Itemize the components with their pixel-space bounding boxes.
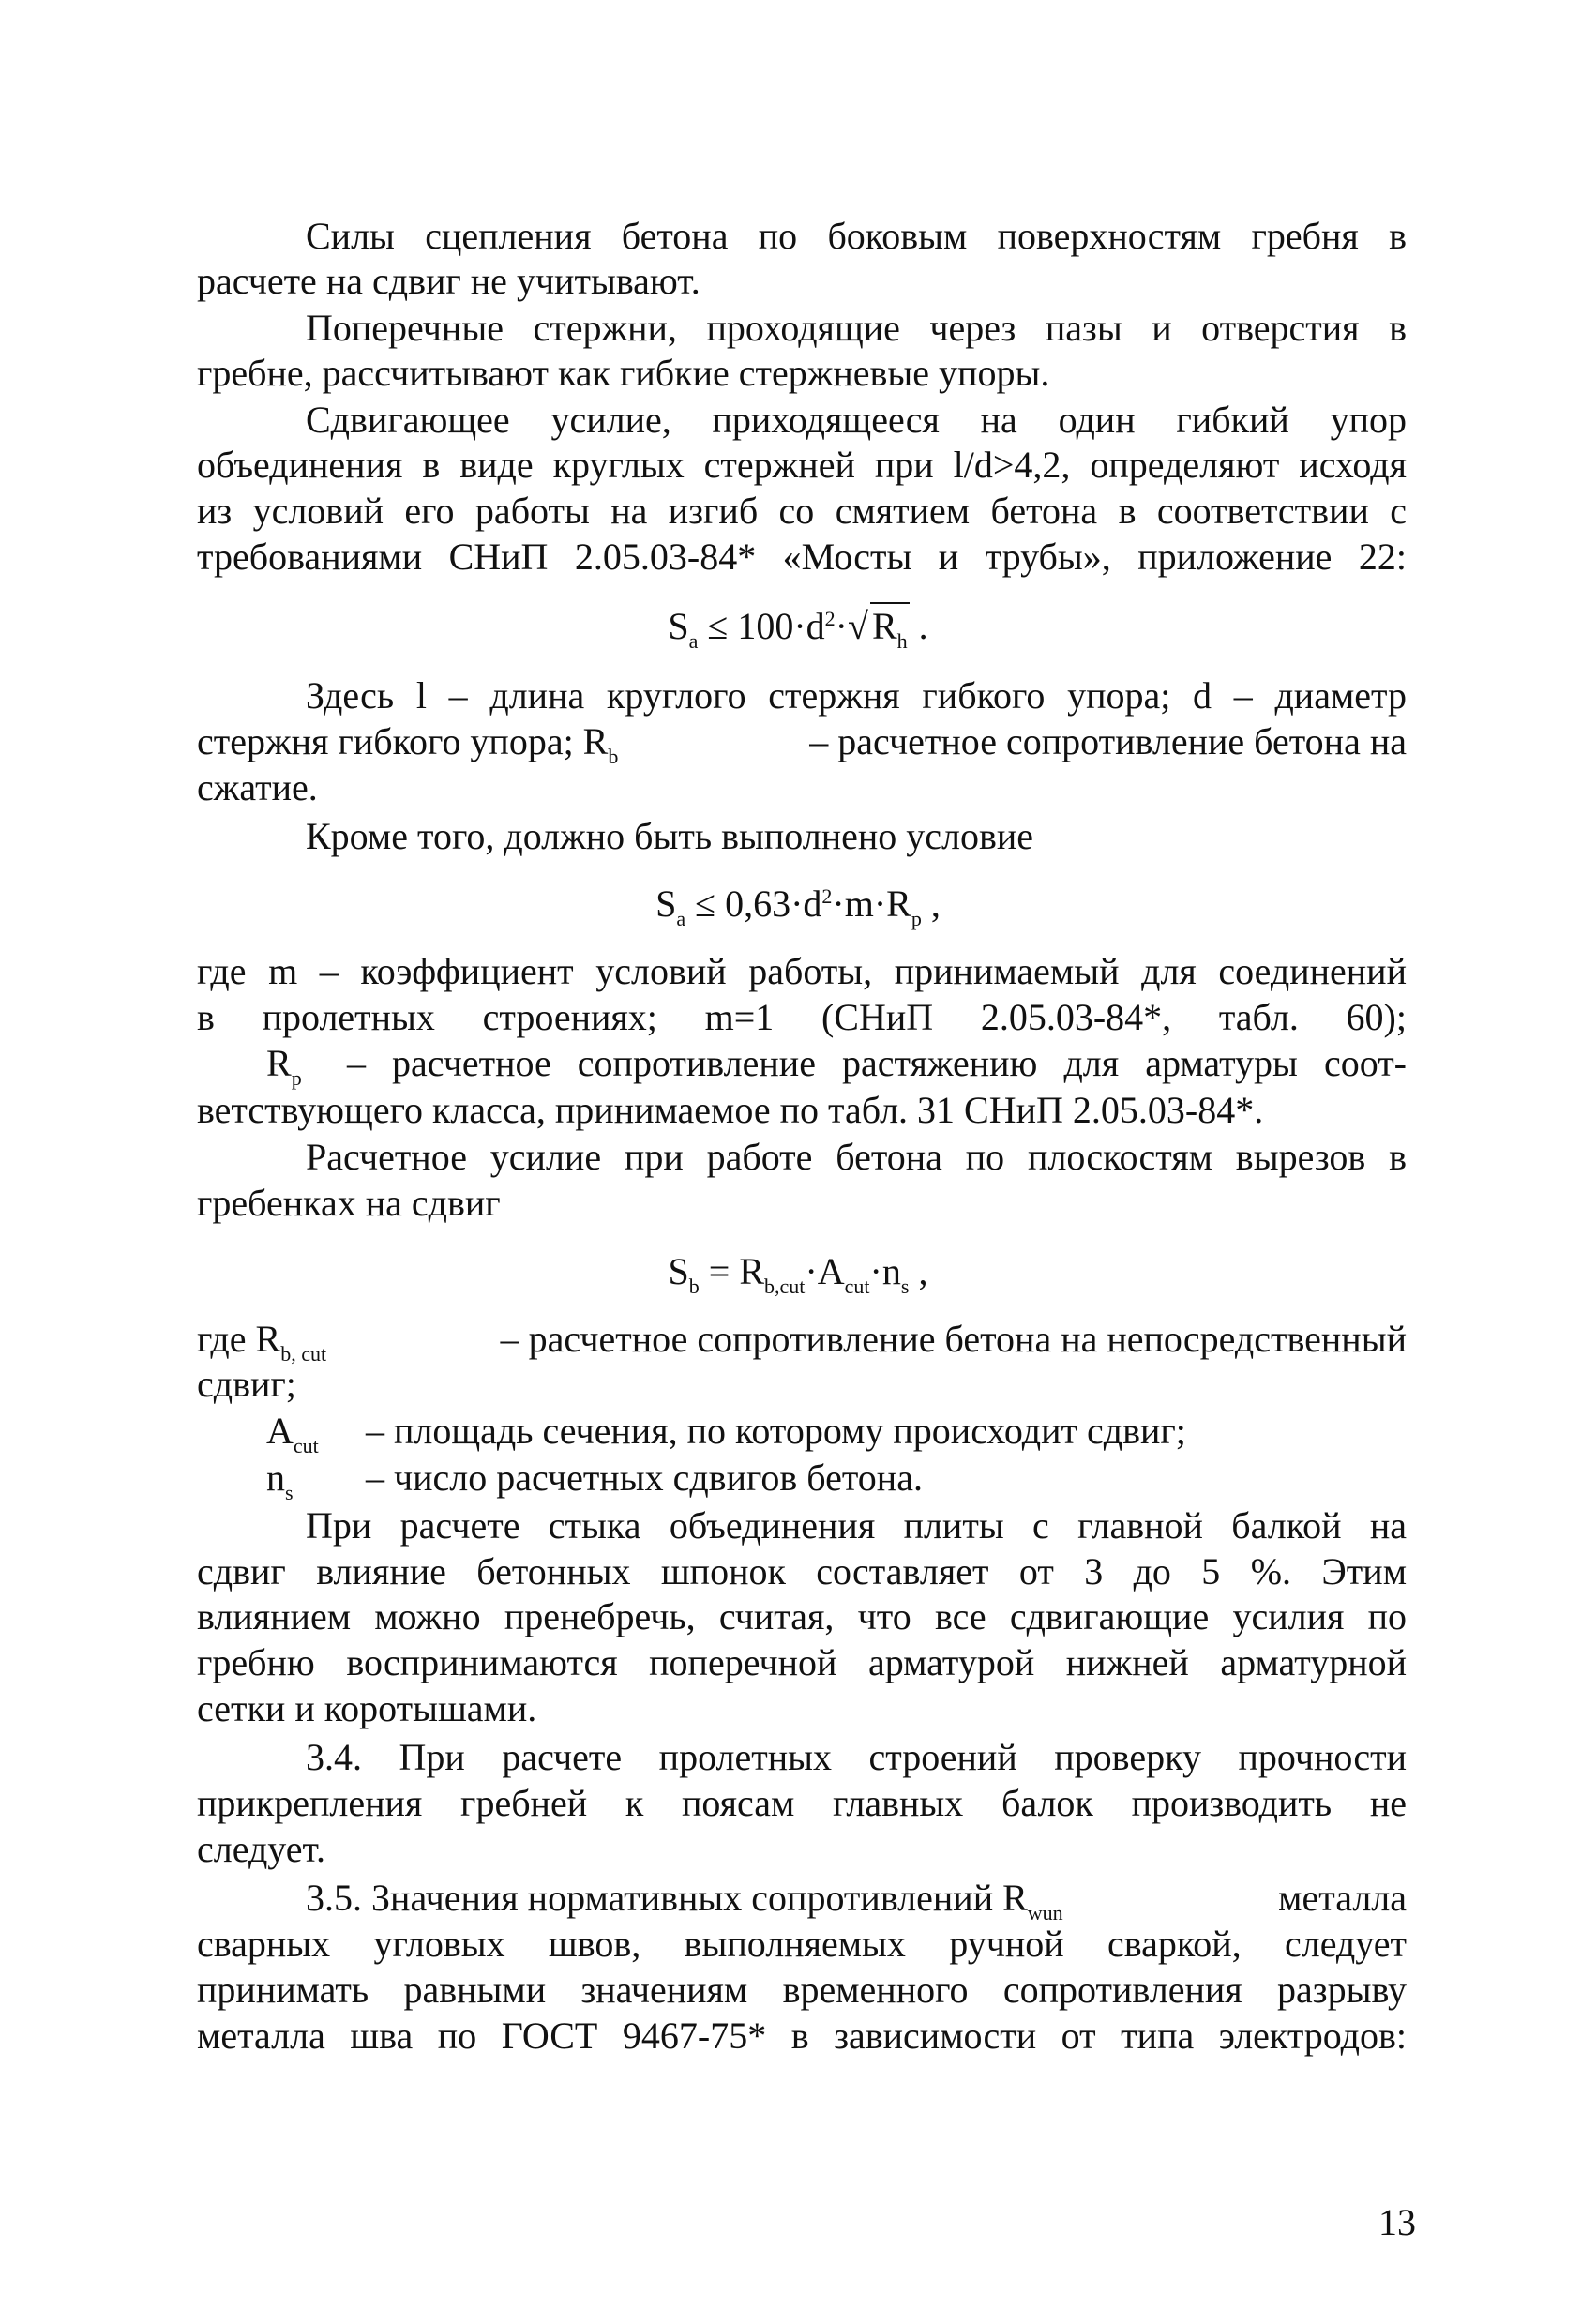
- text-line: сдвиг;: [197, 1363, 296, 1405]
- formula-shear-limit: $S_a \le 100\cdot d^2\cdot√$ $R_h$ .: [0, 602, 1596, 649]
- text-line: влиянием можно пренебречь, считая, что все сдвигающие усилия по: [197, 1595, 1407, 1637]
- definition-label: $R_p$: [266, 1042, 302, 1090]
- text-line: принимать равными значениям временного сопротивления разрыву: [197, 1969, 1407, 2011]
- text-line: сдвиг влияние бетонных шпонок составляет от 3 до 5 %. Этим: [197, 1550, 1407, 1592]
- text-line: сжатие.: [197, 766, 318, 808]
- text-line: из условий его работы на изгиб со смятием бетона в соответствии с: [197, 490, 1407, 532]
- text-line: сварных угловых швов, выполняемых ручной сваркой, следует: [197, 1923, 1407, 1965]
- text-line: прикрепления гребней к поясам главных балок производить не: [197, 1782, 1407, 1824]
- text-line: 3.5. Значения нормативных сопротивлений $R_{wun}$ металла: [306, 1877, 1407, 1924]
- text-line: гребне, рассчитывают как гибкие стержневые упоры.: [197, 352, 1050, 394]
- text-line: Кроме того, должно быть выполнено условие: [306, 815, 1034, 857]
- formula-concrete-shear: $S_b = R_{b,cut}\cdot A_{cut}\cdot n_s$ ,: [668, 1250, 928, 1298]
- text-line: следует.: [197, 1828, 325, 1870]
- definition-label: $n_s$: [266, 1456, 294, 1504]
- sqrt-symbol: √: [847, 605, 868, 647]
- definition-text: – площадь сечения, по которому происходит сдвиг;: [366, 1410, 1186, 1452]
- definition-label: $A_{cut}$: [266, 1410, 319, 1457]
- formula-rebar-limit: $S_a \le 0,63\cdot d^2\cdot m\cdot R_p$ ,: [655, 883, 941, 930]
- text-line: Сдвигающее усилие, приходящееся на один гибкий упор: [306, 399, 1407, 441]
- text-line: стержня гибкого упора; $R_b$ – расчетное сопротивление бетона на: [197, 720, 1407, 768]
- text-line: сетки и коротышами.: [197, 1687, 537, 1729]
- text-line: Расчетное усилие при работе бетона по плоскостям вырезов в: [306, 1136, 1407, 1178]
- text-line: металла шва по ГОСТ 9467-75* в зависимости от типа электродов:: [197, 2015, 1407, 2057]
- text-line: Здесь l – длина круглого стержня гибкого упора; d – диаметр: [306, 674, 1407, 717]
- text-line: где m – коэффициент условий работы, принимаемый для соединений: [197, 950, 1407, 992]
- page-number: 13: [1378, 2201, 1416, 2243]
- text-line: требованиями СНиП 2.05.03-84* «Мосты и трубы», приложение 22:: [197, 536, 1407, 578]
- text-line: гребню воспринимаются поперечной арматурой нижней арматурной: [197, 1641, 1407, 1683]
- text-line: объединения в виде круглых стержней при l/d>4,2, определяют исходя: [197, 444, 1407, 486]
- text-line: гребенках на сдвиг: [197, 1182, 501, 1224]
- text-line: При расчете стыка объединения плиты с главной балкой на: [306, 1504, 1407, 1547]
- definition-text: – число расчетных сдвигов бетона.: [366, 1456, 923, 1499]
- text-line: Поперечные стержни, проходящие через пазы и отверстия в: [306, 307, 1407, 349]
- text-line: в пролетных строениях; m=1 (СНиП 2.05.03-84*, табл. 60);: [197, 996, 1407, 1038]
- text-line: расчете на сдвиг не учитывают.: [197, 260, 700, 302]
- text-line: Силы сцепления бетона по боковым поверхностям гребня в: [306, 215, 1407, 257]
- text-line: где $R_{b, cut}$ – расчетное сопротивление бетона на непосредственный: [197, 1318, 1407, 1366]
- text-line: ветствующего класса, принимаемое по табл. 31 СНиП 2.05.03-84*.: [197, 1089, 1264, 1131]
- sqrt-radicand: $R_h$: [870, 602, 910, 649]
- text-line: – расчетное сопротивление растяжению для арматуры соот-: [347, 1042, 1407, 1084]
- text-line: 3.4. При расчете пролетных строений проверку прочности: [306, 1736, 1407, 1778]
